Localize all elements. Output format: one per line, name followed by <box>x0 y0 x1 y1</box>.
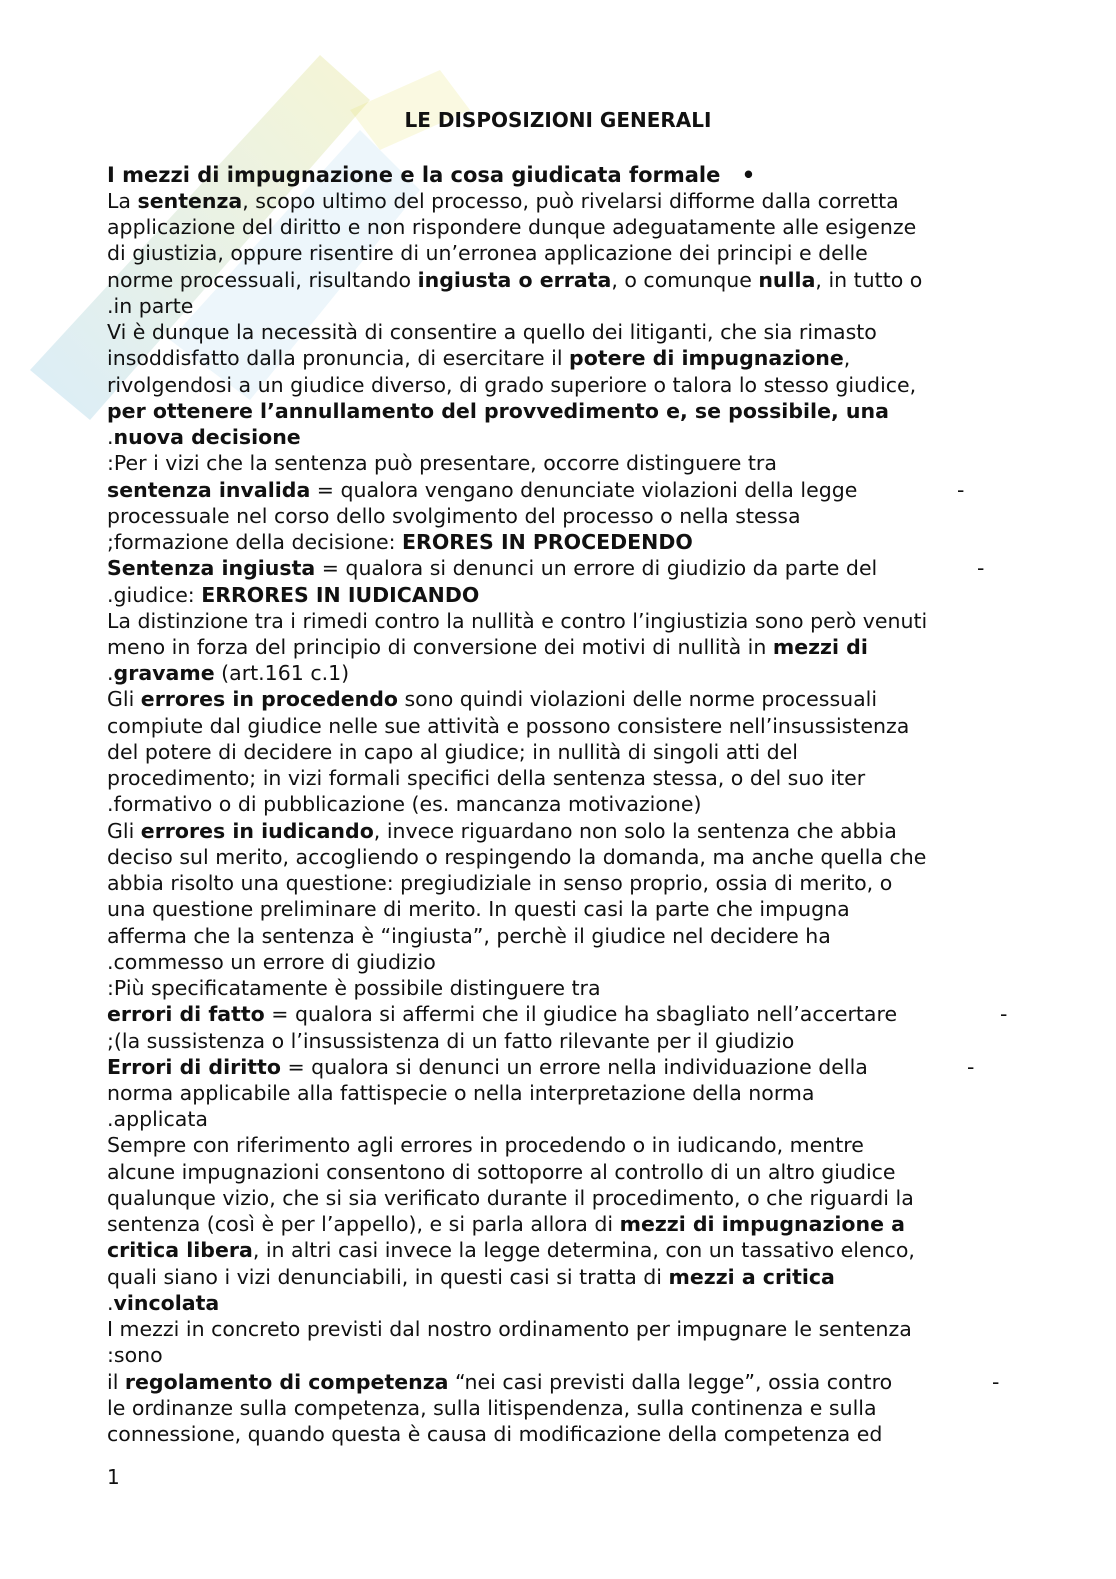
text-line <box>107 582 1027 608</box>
text-line <box>107 818 1027 844</box>
text-line <box>107 896 1027 922</box>
bold-text: mezzi di <box>772 634 868 659</box>
text-run: norma applicabile alla fattispecie o nella interpretazione della norma <box>107 1080 815 1105</box>
text-run: La <box>107 189 138 213</box>
text-line <box>107 214 1027 240</box>
text-line <box>107 1395 1027 1421</box>
text-line <box>107 791 1027 817</box>
bold-text: errores in procedendo <box>140 687 398 712</box>
text-run: quali siano i vizi denunciabili, in questi casi si tratta di <box>107 1264 669 1289</box>
text-line <box>107 975 1027 1001</box>
text-line <box>107 319 1027 345</box>
text-run: La distinzione tra i rimedi contro la nullità e contro l’ingiustizia sono però venuti <box>107 608 928 633</box>
text-run: di giustizia, oppure risentire di un’erronea applicazione dei principi e delle <box>107 241 868 266</box>
text-line <box>107 267 1027 293</box>
bold-text: gravame <box>113 661 215 686</box>
text-run: “nei casi previsti dalla legge”, ossia contro <box>448 1369 893 1394</box>
text-line <box>107 765 1027 791</box>
text-line <box>107 1264 1027 1290</box>
bold-text: mezzi a critica <box>668 1264 835 1289</box>
text-run: .giudice: <box>107 582 202 607</box>
text-run: :Più specificatamente è possibile distinguere tra <box>107 976 601 1001</box>
bold-text: per ottenere l’annullamento del provvedimento e, se possibile, una <box>107 398 889 423</box>
text-line <box>107 1106 1027 1132</box>
text-line <box>107 1001 1027 1027</box>
text-run: del potere di decidere in capo al giudice; in nullità di singoli atti del <box>107 739 798 764</box>
bold-text: potere di impugnazione <box>569 346 844 371</box>
bold-text: critica libera <box>107 1238 253 1263</box>
text-run: , invece riguardano non solo la sentenza che abbia <box>373 818 897 843</box>
section-heading-text: I mezzi di impugnazione e la cosa giudicata formale <box>107 163 721 187</box>
bold-text: ERORES IN PROCEDENDO <box>402 530 693 555</box>
text-run: insoddisfatto dalla pronuncia, di esercitare il <box>107 346 570 371</box>
text-run: qualunque vizio, che si sia verificato durante il procedimento, o che riguardi la <box>107 1185 914 1210</box>
list-dash: - <box>1000 1002 1008 1027</box>
text-line <box>107 923 1027 949</box>
text-run: compiute dal giudice nelle sue attività e possono consistere nell’insussistenza <box>107 713 910 738</box>
page-number: 1 <box>107 1465 120 1489</box>
text-line <box>107 870 1027 896</box>
text-line <box>107 739 1027 765</box>
text-line <box>107 529 1027 555</box>
list-dash: - <box>977 556 985 581</box>
text-line <box>107 1211 1027 1237</box>
text-run: :Per i vizi che la sentenza può presentare, occorre distinguere tra <box>107 451 777 476</box>
text-run: .commesso un errore di giudizio <box>107 949 436 974</box>
text-run: ;(la sussistenza o l’insussistenza di un fatto rilevante per il giudizio <box>107 1028 795 1053</box>
text-run: , in tutto o <box>815 267 923 292</box>
bold-text: regolamento di competenza <box>124 1369 449 1394</box>
text-run: = qualora si denunci un errore di giudizio da parte del <box>315 556 878 581</box>
text-line <box>107 686 1027 712</box>
text-run: Vi è dunque la necessità di consentire a quello dei litiganti, che sia rimasto <box>107 320 877 345</box>
document-title: LE DISPOSIZIONI GENERALI <box>404 108 712 132</box>
text-line <box>107 1132 1027 1158</box>
text-run: .in parte <box>107 293 194 318</box>
text-run: = qualora si denunci un errore nella individuazione della <box>280 1054 868 1079</box>
text-run: Sempre con riferimento agli errores in procedendo o in iudicando, mentre <box>107 1133 864 1158</box>
bold-text: nuova decisione <box>113 425 301 450</box>
bold-text: ERRORES IN IUDICANDO <box>201 582 480 607</box>
text-run: Gli <box>107 687 141 712</box>
text-line <box>107 398 1027 424</box>
text-run: :sono <box>107 1343 163 1368</box>
text-line <box>107 1080 1027 1106</box>
text-run: , o comunque <box>611 267 759 292</box>
list-dash: - <box>967 1054 975 1079</box>
text-line <box>107 1342 1027 1368</box>
text-run: il <box>107 1369 125 1394</box>
text-line <box>107 1290 1027 1316</box>
text-run: una questione preliminare di merito. In questi casi la parte che impugna <box>107 897 850 922</box>
text-run: procedimento; in vizi formali specifici della sentenza stessa, o del suo iter <box>107 766 866 791</box>
text-run: alcune impugnazioni consentono di sottoporre al controllo di un altro giudice <box>107 1159 896 1184</box>
bold-text: ingiusta o errata <box>417 267 612 292</box>
text-run: .formativo o di pubblicazione (es. mancanza motivazione) <box>107 792 702 817</box>
text-line <box>107 1054 1027 1080</box>
bold-text: mezzi di impugnazione a <box>619 1212 905 1237</box>
bold-text: sentenza <box>137 189 243 213</box>
bullet-icon: • <box>741 163 756 187</box>
text-line <box>107 1369 1027 1395</box>
text-run: Gli <box>107 818 141 843</box>
list-dash: - <box>992 1369 1000 1394</box>
text-line <box>107 424 1027 450</box>
text-run: .applicata <box>107 1107 208 1132</box>
body-text <box>107 188 1027 1447</box>
text-run: (art.161 c.1) <box>214 661 350 686</box>
bold-text: errores in iudicando <box>140 818 374 843</box>
text-line <box>107 345 1027 371</box>
text-line <box>107 1421 1027 1447</box>
text-line <box>107 634 1027 660</box>
text-run: ;formazione della decisione: <box>107 530 403 555</box>
text-line <box>107 293 1027 319</box>
bold-text: errori di fatto <box>107 1002 265 1027</box>
section-heading <box>107 162 755 188</box>
text-line <box>107 372 1027 398</box>
text-line <box>107 844 1027 870</box>
text-line <box>107 477 1027 503</box>
text-run: afferma che la sentenza è “ingiusta”, perchè il giudice nel decidere ha <box>107 923 831 948</box>
text-line <box>107 450 1027 476</box>
text-line <box>107 240 1027 266</box>
text-line <box>107 713 1027 739</box>
text-run: deciso sul merito, accogliendo o respingendo la domanda, ma anche quella che <box>107 844 927 869</box>
text-line <box>107 660 1027 686</box>
text-run: connessione, quando questa è causa di modificazione della competenza ed <box>107 1422 883 1447</box>
text-run: meno in forza del principio di conversione dei motivi di nullità in <box>107 634 773 659</box>
text-run: . <box>107 425 114 450</box>
bold-text: sentenza invalida <box>107 477 311 502</box>
text-line <box>107 1237 1027 1263</box>
text-line <box>107 1185 1027 1211</box>
text-run: abbia risolto una questione: pregiudiziale in senso proprio, ossia di merito, o <box>107 871 893 896</box>
text-run: rivolgendosi a un giudice diverso, di grado superiore o talora lo stesso giudice, <box>107 372 917 397</box>
bold-text: vincolata <box>113 1290 220 1315</box>
list-dash: - <box>957 477 965 502</box>
text-line <box>107 1159 1027 1185</box>
text-line <box>107 555 1027 581</box>
text-line <box>107 1028 1027 1054</box>
text-line <box>107 949 1027 975</box>
text-run: sentenza (così è per l’appello), e si parla allora di <box>107 1212 620 1237</box>
text-line <box>107 608 1027 634</box>
text-run: = qualora vengano denunciate violazioni della legge <box>310 477 858 502</box>
text-run: sono quindi violazioni delle norme processuali <box>397 687 878 712</box>
bold-text: nulla <box>758 267 816 292</box>
text-run: , <box>843 346 851 371</box>
text-run: . <box>107 1290 114 1315</box>
text-run: norme processuali, risultando <box>107 267 418 292</box>
bold-text: Errori di diritto <box>107 1054 281 1079</box>
text-run: , scopo ultimo del processo, può rivelarsi difforme dalla corretta <box>242 189 899 213</box>
text-line <box>107 1316 1027 1342</box>
text-run: applicazione del diritto e non rispondere dunque adeguatamente alle esigenze <box>107 215 917 240</box>
text-run: le ordinanze sulla competenza, sulla litispendenza, sulla continenza e sulla <box>107 1395 877 1420</box>
text-run: . <box>107 661 114 686</box>
text-line <box>107 503 1027 529</box>
text-run: processuale nel corso dello svolgimento del processo o nella stessa <box>107 503 801 528</box>
text-run: = qualora si affermi che il giudice ha sbagliato nell’accertare <box>264 1002 898 1027</box>
text-run: I mezzi in concreto previsti dal nostro ordinamento per impugnare le sentenza <box>107 1317 912 1342</box>
bold-text: Sentenza ingiusta <box>107 556 316 581</box>
text-run: , in altri casi invece la legge determina, con un tassativo elenco, <box>252 1238 915 1263</box>
text-line <box>107 188 1027 214</box>
